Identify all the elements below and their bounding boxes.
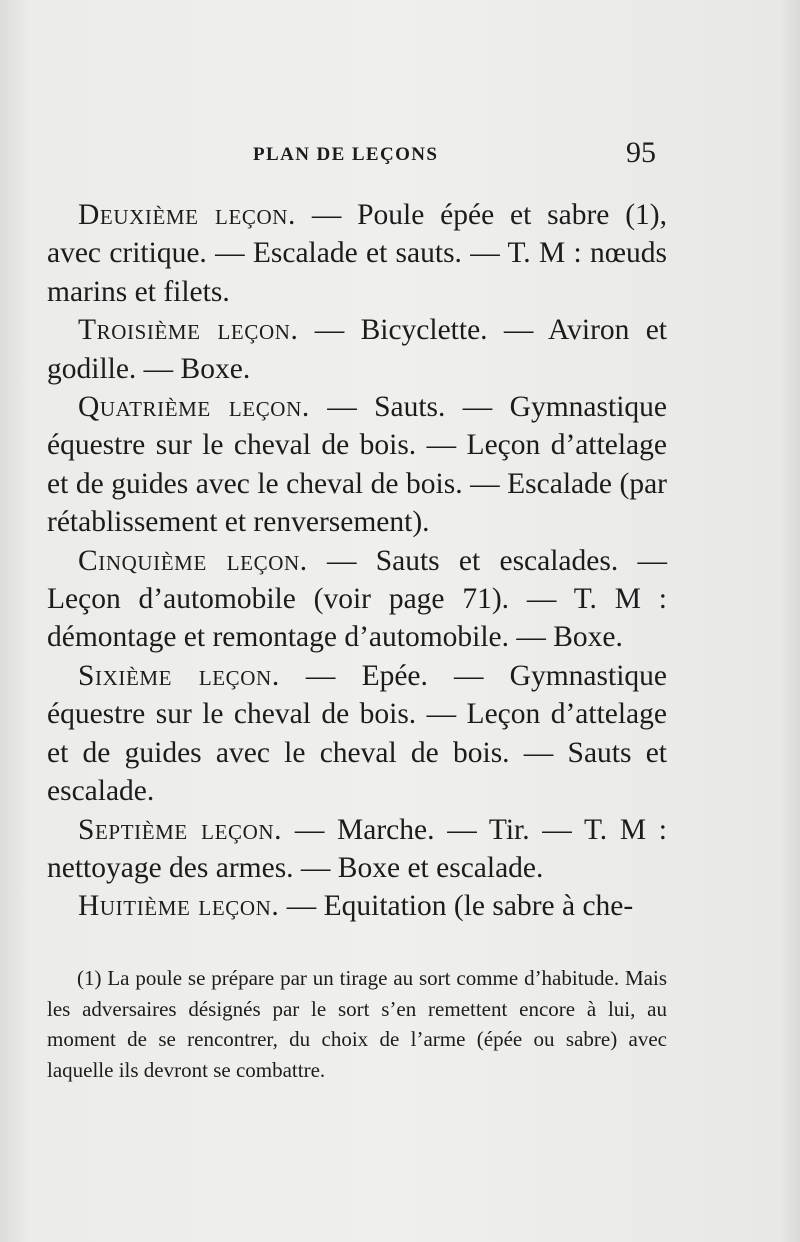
lesson-paragraph	[47, 542, 667, 657]
footnote	[47, 963, 667, 1085]
lesson-title: Troisième leçon.	[78, 314, 299, 347]
lesson-paragraph	[47, 311, 667, 388]
footnote-text: (1) La poule se prépare par un tirage au sort comme d’habitude. Mais les adversaires désignés par le sort s’en remettent encore à lui, au moment de se rencontrer, du choix de l’arme (épée ou sabre) avec laquelle ils devront se combattre.	[47, 966, 667, 1082]
lesson-title: Quatrième leçon.	[78, 391, 310, 424]
lesson-paragraph	[47, 811, 667, 888]
lesson-title: Deuxième leçon.	[78, 199, 296, 231]
lesson-title: Huitième leçon.	[78, 890, 280, 923]
running-title: PLAN DE LEÇONS	[253, 144, 439, 165]
lesson-content: — Epée. — Gymnastique équestre sur le cheval de bois. — Leçon d’attelage et de guides avec le cheval de bois. — Sauts et escalade.	[47, 659, 667, 808]
lesson-paragraph	[47, 388, 667, 542]
lesson-title: Cinquième leçon.	[78, 544, 308, 577]
lesson-title: Sixième leçon.	[78, 659, 280, 692]
lesson-content: — Marche. — Tir. — T. M : nettoyage des armes. — Boxe et escalade.	[47, 813, 667, 884]
lesson-content: — Equitation (le sabre à che-	[279, 890, 634, 923]
lesson-paragraph	[47, 887, 667, 925]
lesson-content: — Sauts. — Gymnastique équestre sur le cheval de bois. — Leçon d’attelage et de guides avec le cheval de bois. — Escalade (par rétablissement et renversement).	[47, 391, 667, 539]
lesson-content: — Poule épée et sabre (1), avec critique. — Escalade et sauts. — T. M : nœuds marins et filets.	[47, 199, 667, 308]
lesson-paragraph	[47, 657, 667, 811]
lesson-title: Septième leçon.	[78, 813, 283, 846]
page-number: 95	[626, 136, 656, 169]
lesson-paragraph	[47, 196, 667, 311]
lesson-content: — Sauts et escalades. — Leçon d’automobile (voir page 71). — T. M : démontage et remontage d’automobile. — Boxe.	[47, 544, 667, 654]
main-text	[47, 196, 667, 926]
lesson-content: — Bicyclette. — Aviron et godille. — Boxe.	[47, 314, 667, 385]
page-header	[0, 136, 800, 180]
